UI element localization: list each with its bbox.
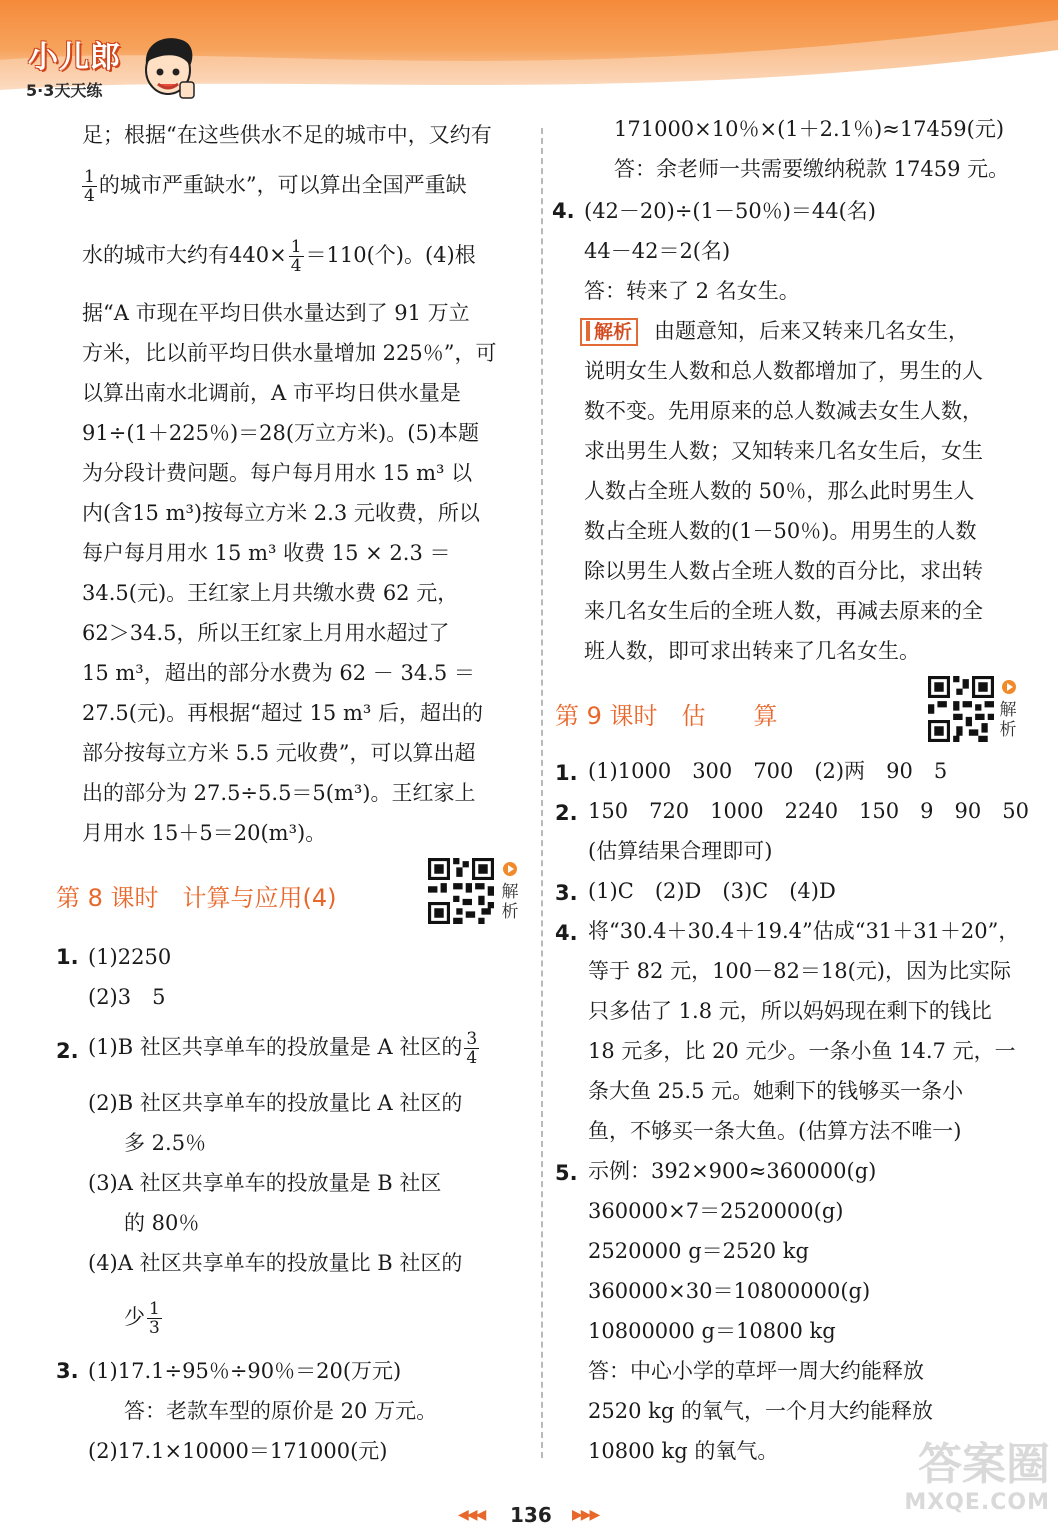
answer-line: 150 720 1000 2240 150 9 90 50 (588, 799, 1029, 823)
text-line: 方米，比以前平均日供水量增加 225％”，可 (82, 341, 497, 365)
fraction: $\frac{1}{4}$ (290, 237, 302, 276)
text-line: 62＞34.5，所以王红家上月用水超过了 (82, 621, 450, 645)
text-line: 足；根据“在这些供水不足的城市中，又约有 (82, 123, 492, 147)
text-line: 每户每月用水 15 m³ 收费 15 × 2.3 ＝ (82, 541, 451, 565)
answer-line: 多 2.5％ (124, 1131, 207, 1155)
answer-line: (2)17.1×10000＝171000(元) (88, 1439, 388, 1463)
page-number: 136 (510, 1503, 552, 1527)
question-number: 5. (555, 1161, 578, 1185)
question-number: 4. (555, 921, 578, 945)
text-line: 据“A 市现在平均日供水量达到了 91 万立 (82, 301, 470, 325)
answer-line: 答：老款车型的原价是 20 万元。 (124, 1399, 438, 1423)
watermark-line-1: 答案圈 (918, 1439, 1050, 1490)
answer-line: 的 80％ (124, 1211, 200, 1235)
answer-line: (1)C (2)D (3)C (4)D (588, 879, 836, 903)
text-line: 15 m³，超出的部分水费为 62 － 34.5 ＝ (82, 661, 475, 685)
answer-line: 少 $\frac{1}{3}$ (124, 1299, 160, 1338)
text-line: $\frac{1}{4}$ 的城市严重缺水”，可以算出全国严重缺 (84, 167, 467, 206)
answer-line: 将“30.4＋30.4＋19.4”估成“31＋31＋20”， (588, 919, 1020, 943)
answer-line: (1)17.1÷95％÷90％＝20(万元) (88, 1359, 402, 1383)
question-number: 2. (555, 801, 578, 825)
answer-line: 答：中心小学的草坪一周大约能释放 (588, 1359, 924, 1383)
play-icon (503, 862, 517, 876)
answer-line: 答：转来了 2 名女生。 (584, 279, 800, 303)
qr-side-label: 解析 (501, 882, 519, 922)
answer-line: 条大鱼 25.5 元。她剩下的钱够买一条小 (588, 1079, 964, 1103)
answer-line: 答：余老师一共需要缴纳税款 17459 元。 (614, 157, 1010, 181)
text-line: 部分按每立方米 5.5 元收费”，可以算出超 (82, 741, 476, 765)
fraction: $\frac{1}{3}$ (149, 1299, 160, 1338)
analysis-line: 数不变。先用原来的总人数减去女生人数， (584, 399, 983, 423)
question-number: 3. (56, 1359, 79, 1383)
text-line: 91÷(1＋225％)＝28(万立方米)。(5)本题 (82, 421, 479, 445)
answer-line: (2)B 社区共享单车的投放量比 A 社区的 (88, 1091, 463, 1115)
qr-code-icon[interactable] (928, 676, 994, 742)
analysis-line: 解析 由题意知，后来又转来几名女生， (580, 316, 969, 346)
analysis-line: 来几名女生后的全班人数，再减去原来的全 (584, 599, 983, 623)
lesson-8-title: 第 8 课时 计算与应用(4) (56, 884, 337, 912)
analysis-tag: 解析 (580, 318, 638, 346)
answer-line: (1)B 社区共享单车的投放量是 A 社区的 $\frac{3}{4}$ (88, 1029, 478, 1068)
mascot-icon (136, 30, 200, 102)
answer-line: 只多估了 1.8 元，所以妈妈现在剩下的钱比 (588, 999, 992, 1023)
watermark-line-2: MXQE.COM (904, 1490, 1050, 1515)
analysis-line: 人数占全班人数的 50％，那么此时男生人 (584, 479, 975, 503)
text-line: 月用水 15＋5＝20(m³)。 (82, 821, 327, 845)
qr-side-label: 解析 (999, 700, 1017, 740)
page-arrows-right: ▶▶▶ (572, 1507, 599, 1523)
answer-line: 示例：392×900≈360000(g) (588, 1159, 877, 1183)
analysis-line: 说明女生人数和总人数都增加了，男生的人 (584, 359, 983, 383)
answer-line: 2520 kg 的氧气，一个月大约能释放 (588, 1399, 933, 1423)
answer-line: (4)A 社区共享单车的投放量比 B 社区的 (88, 1251, 463, 1275)
play-icon (1002, 680, 1016, 694)
question-number: 3. (555, 881, 578, 905)
fraction: $\frac{3}{4}$ (466, 1029, 478, 1068)
analysis-line: 数占全班人数的(1－50％)。用男生的人数 (584, 519, 977, 543)
question-number: 1. (56, 945, 79, 969)
question-number: 2. (56, 1039, 79, 1063)
text-line: 出的部分为 27.5÷5.5＝5(m³)。王红家上 (82, 781, 476, 805)
text-line: 27.5(元)。再根据“超过 15 m³ 后，超出的 (82, 701, 483, 725)
answer-line: (1)2250 (88, 945, 172, 969)
answer-line: 18 元多，比 20 元少。一条小鱼 14.7 元，一 (588, 1039, 1016, 1063)
watermark (890, 1440, 1050, 1530)
page-arrows-left: ◀◀◀ (458, 1507, 485, 1523)
analysis-line: 求出男生人数；又知转来几名女生后，女生 (584, 439, 983, 463)
logo-sub-text: 5·3天天练 (26, 81, 103, 100)
answer-line: 360000×30＝10800000(g) (588, 1279, 871, 1303)
answer-line: 等于 82 元，100－82＝18(元)，因为比实际 (588, 959, 1011, 983)
text-line: 为分段计费问题。每户每月用水 15 m³ 以 (82, 461, 473, 485)
answer-line: 10800000 g＝10800 kg (588, 1319, 836, 1343)
lesson-9-title: 第 9 课时 估 算 (555, 702, 778, 730)
answer-line: 鱼，不够买一条大鱼。(估算方法不唯一) (588, 1119, 962, 1143)
answer-line: 171000×10％×(1＋2.1％)≈17459(元) (614, 117, 1005, 141)
answer-line: 44－42＝2(名) (584, 239, 731, 263)
text-line: 34.5(元)。王红家上月共缴水费 62 元， (82, 581, 459, 605)
answer-line: 2520000 g＝2520 kg (588, 1239, 809, 1263)
fraction: $\frac{1}{4}$ (84, 167, 95, 206)
column-divider (541, 128, 543, 1458)
answer-line: (估算结果合理即可) (588, 839, 773, 863)
text-line: 以算出南水北调前，A 市平均日供水量是 (82, 381, 461, 405)
question-number: 4. (552, 199, 575, 223)
answer-line: (3)A 社区共享单车的投放量是 B 社区 (88, 1171, 442, 1195)
answer-line: (2)3 5 (88, 985, 166, 1009)
question-number: 1. (555, 761, 578, 785)
answer-line: (42－20)÷(1－50％)＝44(名) (584, 199, 877, 223)
answer-line: 360000×7＝2520000(g) (588, 1199, 844, 1223)
qr-code-icon[interactable] (428, 858, 494, 924)
answer-line: (1)1000 300 700 (2)两 90 5 (588, 759, 948, 783)
brand-logo (18, 30, 198, 108)
logo-main-text: 小儿郎 (28, 40, 121, 75)
text-line: 内(含15 m³)按每立方米 2.3 元收费，所以 (82, 501, 480, 525)
answer-line: 10800 kg 的氧气。 (588, 1439, 779, 1463)
text-line: 水的城市大约有440× $\frac{1}{4}$ ＝110(个)。(4)根 (82, 237, 476, 276)
analysis-line: 班人数，即可求出转来了几名女生。 (584, 639, 920, 663)
analysis-line: 除以男生人数占全班人数的百分比，求出转 (584, 559, 983, 583)
